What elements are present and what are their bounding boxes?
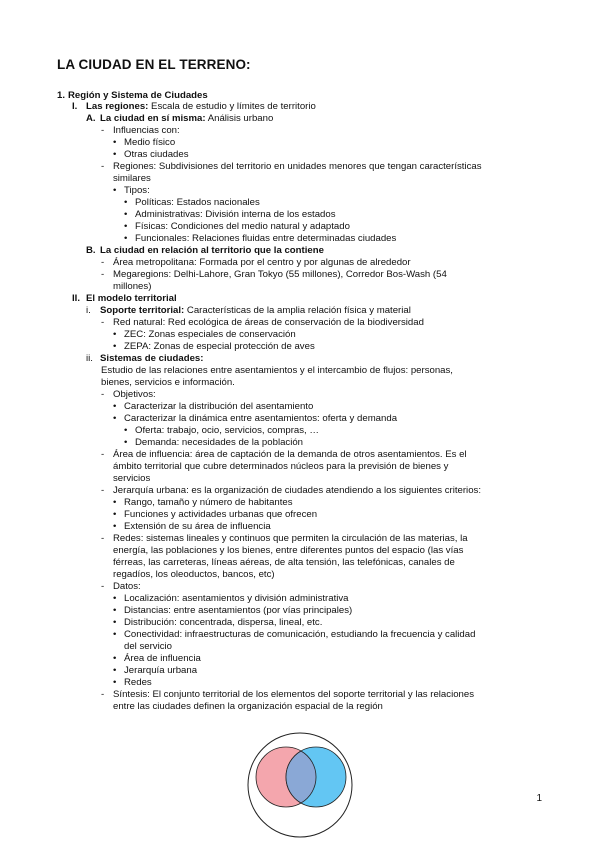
outline-line: [68, 90, 208, 101]
bold-heading: Región y Sistema de Ciudades: [68, 90, 208, 101]
outline-line: [113, 173, 151, 184]
outline-line: [135, 425, 319, 436]
line-text: Área de influencia: área de captación de la demanda de otros asentamientos. Es el: [113, 449, 467, 460]
venn-diagram: [246, 731, 354, 839]
outline-line: [124, 605, 352, 616]
outline-line: [113, 701, 383, 712]
bullet-marker: •: [113, 497, 117, 508]
bullet-marker: •: [124, 425, 128, 436]
line-text: Jerarquía urbana: es la organización de ciudades atendiendo a los siguientes criterios:: [113, 485, 481, 496]
line-text: Otras ciudades: [124, 149, 189, 160]
dash-marker: -: [101, 257, 105, 268]
outline-line: [124, 653, 201, 664]
dash-marker: -: [101, 389, 105, 400]
outline-line: [113, 269, 447, 280]
line-text: Distancias: entre asentamientos (por vías principales): [124, 605, 353, 616]
list-number: B.: [86, 245, 96, 256]
outline-line: [124, 521, 271, 532]
dash-marker: -: [101, 317, 105, 328]
outline-line: [113, 473, 150, 484]
outline-line: [124, 329, 296, 340]
list-number: ii.: [86, 353, 93, 364]
line-text: Características de la amplia relación física y material: [184, 305, 411, 316]
line-text: bienes, servicios e información.: [101, 377, 235, 388]
outline-line: [101, 377, 235, 388]
outline-line: [113, 389, 156, 400]
outline-line: [101, 365, 453, 376]
bullet-marker: •: [113, 593, 117, 604]
bullet-marker: •: [113, 521, 117, 532]
line-text: energía, las poblaciones y los bienes, entre diferentes puntos del espacio (las vías: [113, 545, 464, 556]
outline-line: [113, 557, 455, 568]
outline-line: [113, 125, 180, 136]
line-text: Físicas: Condiciones del medio natural y adaptado: [135, 221, 350, 232]
outline-line: [113, 689, 474, 700]
dash-marker: -: [101, 161, 105, 172]
line-text: Redes: [124, 677, 152, 688]
outline-line: [135, 209, 336, 220]
bullet-marker: •: [113, 617, 117, 628]
dash-marker: -: [101, 269, 105, 280]
outline-line: [124, 185, 150, 196]
line-text: Rango, tamaño y número de habitantes: [124, 497, 293, 508]
line-text: férreas, las carreteras, líneas aéreas, de alta tensión, las telefónicas, canales de: [113, 557, 455, 568]
line-text: Caracterizar la distribución del asentamiento: [124, 401, 314, 412]
outline-line: [113, 569, 275, 580]
outline-line: [124, 413, 397, 424]
outline-line: [113, 581, 141, 592]
line-text: Caracterizar la dinámica entre asentamientos: oferta y demanda: [124, 413, 398, 424]
dash-marker: -: [101, 449, 105, 460]
outline-line: [113, 281, 151, 292]
line-text: Megaregions: Delhi-Lahore, Gran Tokyo (55 millones), Corredor Bos-Wash (54: [113, 269, 447, 280]
outline-line: [124, 497, 293, 508]
line-text: Funciones y actividades urbanas que ofrecen: [124, 509, 318, 520]
line-text: ZEPA: Zonas de especial protección de aves: [124, 341, 315, 352]
dash-marker: -: [101, 125, 105, 136]
outline-line: [113, 533, 468, 544]
list-number: i.: [86, 305, 91, 316]
outline-line: [113, 317, 424, 328]
outline-line: [100, 245, 324, 256]
bullet-marker: •: [113, 605, 117, 616]
bold-heading: La ciudad en sí misma:: [100, 113, 206, 124]
line-text: Área metropolitana: Formada por el centro y por algunas de alrededor: [113, 257, 411, 268]
outline-line: [86, 293, 177, 304]
line-text: Localización: asentamientos y división administrativa: [124, 593, 349, 604]
bullet-marker: •: [124, 197, 128, 208]
bold-heading: Las regiones:: [86, 101, 149, 112]
line-text: Distribución: concentrada, dispersa, lineal, etc.: [124, 617, 323, 628]
line-text: Políticas: Estados nacionales: [135, 197, 260, 208]
outline-line: [113, 485, 481, 496]
line-text: Influencias con:: [113, 125, 180, 136]
outline-line: [100, 305, 411, 316]
bullet-marker: •: [124, 437, 128, 448]
line-text: Medio físico: [124, 137, 176, 148]
line-text: similares: [113, 173, 151, 184]
list-number: II.: [72, 293, 80, 304]
line-text: Objetivos:: [113, 389, 156, 400]
outline-line: [135, 197, 260, 208]
dash-marker: -: [101, 485, 105, 496]
outline-line: [124, 665, 197, 676]
outline-line: [135, 437, 303, 448]
bold-heading: La ciudad en relación al territorio que la contiene: [100, 245, 324, 256]
bullet-marker: •: [124, 221, 128, 232]
dash-marker: -: [101, 533, 105, 544]
outline-line: [113, 449, 467, 460]
bold-heading: Soporte territorial:: [100, 305, 185, 316]
line-text: servicios: [113, 473, 151, 484]
line-text: Funcionales: Relaciones fluidas entre determinadas ciudades: [135, 233, 397, 244]
outline-line: [124, 137, 175, 148]
outline-line: [135, 233, 396, 244]
line-text: Escala de estudio y límites de territorio: [148, 101, 316, 112]
line-text: regadíos, los oleoductos, bancos, etc): [113, 569, 275, 580]
bold-heading: Sistemas de ciudades:: [100, 353, 204, 364]
outline-line: [124, 629, 475, 640]
line-text: Análisis urbano: [205, 113, 274, 124]
bullet-marker: •: [113, 149, 117, 160]
line-text: ámbito territorial que cubre determinados núcleos para la previsión de bienes y: [113, 461, 449, 472]
line-text: Administrativas: División interna de los estados: [135, 209, 336, 220]
bullet-marker: •: [113, 401, 117, 412]
list-number: I.: [72, 101, 78, 112]
bullet-marker: •: [113, 629, 117, 640]
outline-line: [124, 341, 315, 352]
line-text: entre las ciudades definen la organización espacial de la región: [113, 701, 383, 712]
page-number: 1: [536, 793, 542, 804]
list-number: 1.: [57, 90, 66, 101]
line-text: Extensión de su área de influencia: [124, 521, 271, 532]
outline-line: [113, 257, 411, 268]
bullet-marker: •: [124, 233, 128, 244]
dash-marker: -: [101, 581, 105, 592]
outline-line: [113, 461, 448, 472]
dash-marker: -: [101, 689, 105, 700]
outline-line: [100, 353, 203, 364]
line-text: Red natural: Red ecológica de áreas de conservación de la biodiversidad: [113, 317, 424, 328]
outline-line: [113, 161, 482, 172]
bold-heading: El modelo territorial: [86, 293, 177, 304]
outline-line: [113, 545, 463, 556]
outline-line: [124, 641, 172, 652]
line-text: Conectividad: infraestructuras de comunicación, estudiando la frecuencia y calidad: [124, 629, 476, 640]
line-text: Oferta: trabajo, ocio, servicios, compras, …: [135, 425, 319, 436]
line-text: Datos:: [113, 581, 141, 592]
bullet-marker: •: [113, 185, 117, 196]
line-text: del servicio: [124, 641, 172, 652]
outline-line: [135, 221, 350, 232]
line-text: Síntesis: El conjunto territorial de los elementos del soporte territorial y las relaciones: [113, 689, 475, 700]
outline-line: [100, 113, 273, 124]
page-title: LA CIUDAD EN EL TERRENO:: [57, 57, 251, 72]
line-text: Tipos:: [124, 185, 150, 196]
outline-line: [124, 677, 152, 688]
outline-line: [124, 149, 189, 160]
outline-line: [124, 593, 349, 604]
line-text: Redes: sistemas lineales y continuos que permiten la circulación de las materias, la: [113, 533, 468, 544]
line-text: ZEC: Zonas especiales de conservación: [124, 329, 296, 340]
line-text: Área de influencia: [124, 653, 201, 664]
outline-line: [124, 509, 317, 520]
bullet-marker: •: [113, 329, 117, 340]
line-text: Regiones: Subdivisiones del territorio en unidades menores que tengan características: [113, 161, 482, 172]
line-text: millones): [113, 281, 152, 292]
line-text: Demanda: necesidades de la población: [135, 437, 304, 448]
list-number: A.: [86, 113, 96, 124]
outline-line: [124, 401, 313, 412]
bullet-marker: •: [113, 413, 117, 424]
outline-line: [86, 101, 316, 112]
bullet-marker: •: [124, 209, 128, 220]
line-text: Estudio de las relaciones entre asentamientos y el intercambio de flujos: personas,: [101, 365, 453, 376]
bullet-marker: •: [113, 677, 117, 688]
line-text: Jerarquía urbana: [124, 665, 198, 676]
outline-line: [124, 617, 322, 628]
bullet-marker: •: [113, 665, 117, 676]
bullet-marker: •: [113, 509, 117, 520]
bullet-marker: •: [113, 137, 117, 148]
bullet-marker: •: [113, 653, 117, 664]
bullet-marker: •: [113, 341, 117, 352]
